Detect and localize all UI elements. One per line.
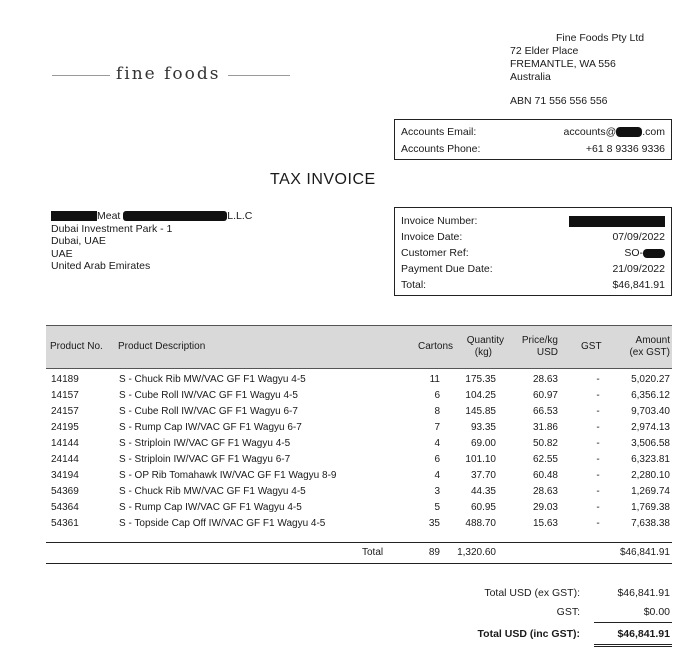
redaction-mark [51, 211, 97, 221]
cell-product-no: 14157 [51, 390, 79, 401]
cell-gst: - [596, 518, 600, 529]
total-amount: $46,841.91 [619, 547, 670, 558]
cell-description: S - Cube Roll IW/VAC GF F1 Wagyu 4-5 [119, 390, 298, 401]
table-row [0, 374, 694, 387]
table-row [0, 390, 694, 403]
cell-quantity: 145.85 [465, 406, 496, 417]
invoice-date-label: Invoice Date: [401, 231, 463, 243]
company-name: Fine Foods Pty Ltd [556, 32, 645, 44]
cell-description: S - Striploin IW/VAC GF F1 Wagyu 6-7 [119, 454, 291, 465]
table-row [0, 422, 694, 435]
cell-product-no: 14189 [51, 374, 79, 385]
payment-due-label: Payment Due Date: [401, 263, 493, 275]
invoice-total-label: Total: [401, 279, 427, 291]
cell-price: 66.53 [532, 406, 558, 417]
cell-description: S - Rump Cap IW/VAC GF F1 Wagyu 6-7 [119, 422, 302, 433]
invoice-total-value: $46,841.91 [612, 279, 665, 291]
table-row [0, 518, 694, 531]
redaction-mark [616, 127, 642, 137]
header-cartons: Cartons [418, 341, 454, 352]
logo-text: fine foods [116, 64, 221, 84]
summary-ex-gst-label: Total USD (ex GST): [484, 587, 580, 599]
cell-quantity: 44.35 [470, 486, 496, 497]
customer-line-3: UAE [51, 247, 73, 260]
cell-quantity: 60.95 [470, 502, 496, 513]
table-total-row [0, 547, 694, 560]
company-country: Australia [510, 71, 551, 83]
total-cartons: 89 [428, 547, 440, 558]
cell-product-no: 14144 [51, 438, 79, 449]
redaction-mark [569, 216, 665, 227]
redaction-mark [643, 249, 665, 258]
company-street: 72 Elder Place [510, 45, 579, 57]
cell-amount: 3,506.58 [631, 438, 670, 449]
cell-price: 29.03 [532, 502, 558, 513]
cell-price: 28.63 [532, 374, 558, 385]
cell-quantity: 488.70 [465, 518, 496, 529]
cell-gst: - [596, 486, 600, 497]
cell-amount: 2,280.10 [631, 470, 670, 481]
logo-rule-right [228, 75, 290, 76]
cell-amount: 2,974.13 [631, 422, 670, 433]
cell-product-no: 54364 [51, 502, 79, 513]
summary-ex-gst-value: $46,841.91 [617, 587, 670, 599]
cell-amount: 1,269.74 [631, 486, 670, 497]
customer-ref-value: SO- [624, 247, 665, 259]
page-title: TAX INVOICE [270, 171, 376, 188]
accounts-phone-value: +61 8 9336 9336 [585, 143, 665, 155]
accounts-email-value: accounts@ .com [563, 126, 665, 138]
table-row [0, 438, 694, 451]
cell-cartons: 5 [434, 502, 440, 513]
header-price: Price/kg USD [521, 335, 558, 358]
cell-cartons: 3 [434, 486, 440, 497]
cell-cartons: 11 [429, 374, 440, 385]
cell-quantity: 175.35 [465, 374, 496, 385]
customer-line-1: Dubai Investment Park - 1 [51, 222, 173, 235]
cell-quantity: 93.35 [470, 422, 496, 433]
table-row [0, 470, 694, 483]
cell-description: S - Striploin IW/VAC GF F1 Wagyu 4-5 [119, 438, 291, 449]
cell-description: S - Chuck Rib MW/VAC GF F1 Wagyu 4-5 [119, 374, 306, 385]
summary-rule-double-2 [594, 646, 672, 647]
cell-description: S - Topside Cap Off IW/VAC GF F1 Wagyu 4-5 [119, 518, 326, 529]
header-quantity: Quantity (kg) [466, 335, 504, 358]
summary-rule [594, 622, 672, 623]
logo-rule-left [52, 75, 110, 76]
summary-inc-gst-value: $46,841.91 [617, 628, 670, 640]
cell-product-no: 54369 [51, 486, 79, 497]
cell-price: 60.97 [532, 390, 558, 401]
cell-product-no: 24195 [51, 422, 79, 433]
cell-cartons: 6 [434, 454, 440, 465]
company-address [510, 32, 644, 84]
customer-line-4: United Arab Emirates [51, 260, 151, 272]
cell-price: 15.63 [532, 518, 558, 529]
total-rule-top [46, 542, 672, 543]
table-row [0, 454, 694, 467]
cell-cartons: 35 [428, 518, 440, 529]
cell-amount: 7,638.38 [631, 518, 670, 529]
accounts-phone-label: Accounts Phone: [401, 143, 481, 155]
total-rule-bottom [46, 563, 672, 564]
cell-amount: 9,703.40 [631, 406, 670, 417]
header-description: Product Description [118, 341, 206, 352]
accounts-email-label: Accounts Email: [401, 126, 477, 138]
company-city: FREMANTLE, WA 556 [510, 58, 616, 70]
cell-gst: - [596, 406, 600, 417]
summary-inc-gst-label: Total USD (inc GST): [477, 628, 580, 640]
table-row [0, 486, 694, 499]
summary-gst-label: GST: [556, 606, 580, 618]
cell-amount: 5,020.27 [631, 374, 670, 385]
header-amount: Amount (ex GST) [629, 335, 670, 358]
cell-gst: - [596, 502, 600, 513]
cell-cartons: 8 [434, 406, 440, 417]
cell-cartons: 7 [434, 422, 440, 433]
cell-gst: - [596, 470, 600, 481]
invoice-number-value [569, 215, 665, 227]
header-gst: GST [581, 341, 602, 352]
invoice-number-label: Invoice Number: [401, 215, 478, 227]
cell-gst: - [596, 454, 600, 465]
company-logo [52, 64, 292, 86]
total-label: Total [362, 547, 384, 558]
customer-ref-label: Customer Ref: [401, 247, 469, 259]
cell-cartons: 4 [434, 470, 440, 481]
cell-product-no: 24144 [51, 454, 79, 465]
header-product-no: Product No. [50, 341, 103, 352]
cell-quantity: 104.25 [465, 390, 496, 401]
cell-price: 62.55 [532, 454, 558, 465]
table-row [0, 406, 694, 419]
accounts-box [394, 119, 672, 160]
cell-price: 60.48 [532, 470, 558, 481]
cell-amount: 1,769.38 [631, 502, 670, 513]
cell-cartons: 6 [434, 390, 440, 401]
cell-product-no: 34194 [51, 470, 79, 481]
cell-cartons: 4 [434, 438, 440, 449]
cell-product-no: 54361 [51, 518, 79, 529]
redaction-mark [123, 211, 227, 221]
cell-quantity: 37.70 [470, 470, 496, 481]
customer-address [51, 210, 252, 273]
cell-price: 31.86 [532, 422, 558, 433]
summary-gst-value: $0.00 [643, 606, 670, 618]
customer-line-2: Dubai, UAE [51, 235, 106, 247]
cell-amount: 6,356.12 [631, 390, 670, 401]
summary-rule-double-1 [594, 644, 672, 645]
table-row [0, 502, 694, 515]
cell-amount: 6,323.81 [631, 454, 670, 465]
payment-due-value: 21/09/2022 [612, 263, 665, 275]
cell-gst: - [596, 422, 600, 433]
cell-quantity: 101.10 [465, 454, 496, 465]
cell-description: S - Rump Cap IW/VAC GF F1 Wagyu 4-5 [119, 502, 302, 513]
cell-description: S - Chuck Rib MW/VAC GF F1 Wagyu 4-5 [119, 486, 306, 497]
customer-name: Meat L.L.C [51, 210, 252, 223]
company-abn: ABN 71 556 556 556 [510, 95, 608, 107]
cell-description: S - OP Rib Tomahawk IW/VAC GF F1 Wagyu 8-9 [119, 470, 337, 481]
cell-description: S - Cube Roll IW/VAC GF F1 Wagyu 6-7 [119, 406, 298, 417]
cell-price: 50.82 [532, 438, 558, 449]
invoice-date-value: 07/09/2022 [612, 231, 665, 243]
items-table-header [46, 325, 672, 369]
invoice-details-box [394, 207, 672, 296]
cell-gst: - [596, 438, 600, 449]
cell-gst: - [596, 390, 600, 401]
cell-quantity: 69.00 [470, 438, 496, 449]
cell-product-no: 24157 [51, 406, 79, 417]
cell-price: 28.63 [532, 486, 558, 497]
cell-gst: - [596, 374, 600, 385]
total-quantity: 1,320.60 [457, 547, 496, 558]
